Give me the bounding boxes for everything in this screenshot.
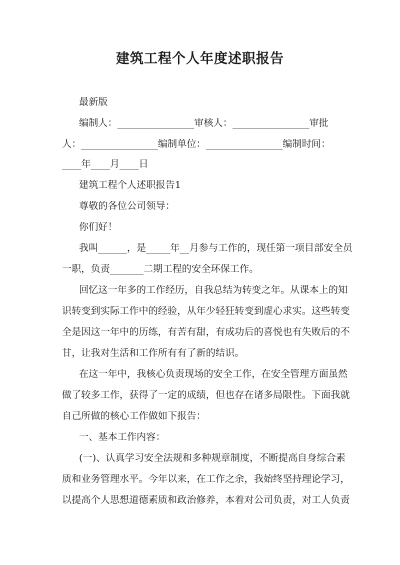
paragraph-line: 以提高个人思想道德素质和政治修养，本着对公司负责，对工人负责 xyxy=(62,495,350,506)
report-subtitle: 建筑工程个人述职报告1 xyxy=(79,180,182,191)
form-line-2: 人：________________编制单位：________________编制时间： xyxy=(62,139,331,150)
paragraph-line: 做了较多工作，获得了一定的成绩，但也存在诸多局限性。下面我就 xyxy=(62,390,350,401)
document-title: 建筑工程个人年度述职报告 xyxy=(116,51,284,67)
paragraph-line: 甘，让我对生活和工作所有有了新的结识。 xyxy=(62,348,245,359)
form-line-1: 编制人：________________审核人：________________审批 xyxy=(79,118,329,129)
paragraph-line: 一职，负责_______二期工程的安全环保工作。 xyxy=(62,264,259,275)
paragraph-line: 在这一年中，我核心负责现场的安全工作，在安全管理方面虽然 xyxy=(79,369,348,380)
paragraph-line: (一)、认真学习安全法规和多种规章制度，不断提高自身综合素 xyxy=(79,453,346,464)
paragraph-line: 全是因这一年中的历练，有苦有甜，有成功后的喜悦也有失败后的不 xyxy=(62,327,350,338)
edition-label: 最新版 xyxy=(79,97,108,108)
form-line-3: ____年____月____日 xyxy=(62,159,149,170)
paragraph-line: 自己所做的核心工作做如下报告： xyxy=(62,411,206,422)
paragraph-line: 回忆这一年多的工作经历，自我总结为转变之年。从课本上的知 xyxy=(79,285,348,296)
paragraph-line: 识转变到实际工作中的经验，从年少轻狂转变到虚心求实。这些转变 xyxy=(62,306,350,317)
salutation: 尊敬的各位公司领导： xyxy=(79,201,175,212)
paragraph-line: 质和业务管理水平。今年以来，在工作之余，我始终坚持理论学习， xyxy=(62,474,350,485)
paragraph-line: 我叫______，是_____年__月参与工作的，现任第一项目部安全员 xyxy=(79,243,353,254)
greeting: 你们好！ xyxy=(79,222,118,233)
section-heading: 一、基本工作内容： xyxy=(79,432,166,443)
